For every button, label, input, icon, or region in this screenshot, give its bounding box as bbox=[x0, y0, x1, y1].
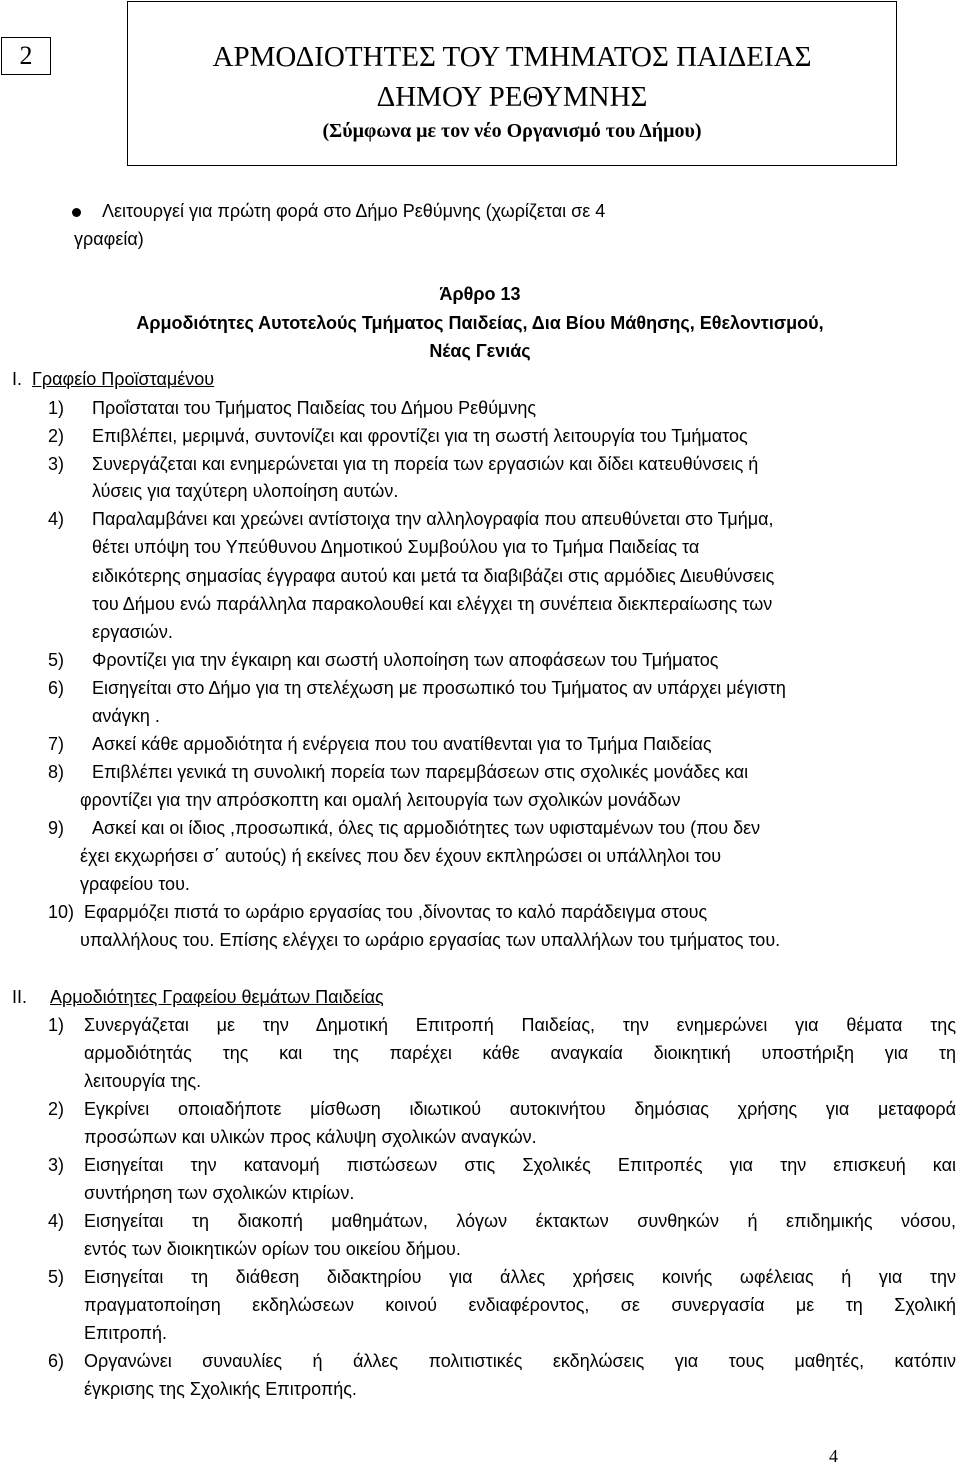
s2-item6-num: 6) bbox=[48, 1351, 65, 1371]
s1-item10-line2: υπαλλήλους του. Επίσης ελέγχει το ωράριο εργασίας των υπαλλήλων του τμήματος του. bbox=[80, 930, 781, 950]
s1-item8-line2: φροντίζει για την απρόσκοπτη και ομαλή λειτουργία των σχολικών μονάδων bbox=[80, 790, 681, 810]
bullet-text-line2: γραφεία) bbox=[74, 229, 144, 249]
bullet-text-line1: Λειτουργεί για πρώτη φορά στο Δήμο Ρεθύμνης (χωρίζεται σε 4 bbox=[102, 201, 606, 221]
s1-item9-line3: γραφείου του. bbox=[80, 874, 190, 894]
article-title-line2: Νέας Γενιάς bbox=[429, 341, 531, 361]
s2-item4-line1: Εισηγείται τη διακοπή μαθημάτων, λόγων έκτακτων συνθηκών ή επιδημικής νόσου, bbox=[84, 1211, 956, 1231]
slide-number-box bbox=[1, 37, 51, 75]
page-subtitle: (Σύμφωνα με τον νέο Οργανισμό του Δήμου) bbox=[322, 120, 702, 142]
section2-numeral: II. bbox=[12, 987, 28, 1007]
s1-item3-num: 3) bbox=[48, 454, 65, 474]
s2-item6-line2: έγκρισης της Σχολικής Επιτροπής. bbox=[84, 1379, 357, 1399]
section1-numeral: I. bbox=[12, 369, 23, 389]
s1-item10-num: 10) bbox=[48, 902, 75, 922]
s2-item5-line3: Επιτροπή. bbox=[84, 1323, 167, 1343]
s2-item1-line2: αρμοδιότητάς της και της παρέχει κάθε αναγκαία διοικητική υποστήριξη για τη bbox=[84, 1043, 956, 1063]
s1-item2-line1: Επιβλέπει, μεριμνά, συντονίζει και φροντίζει για τη σωστή λειτουργία του Τμήματος bbox=[92, 426, 748, 446]
s1-item4-line1: Παραλαμβάνει και χρεώνει αντίστοιχα την αλληλογραφία που απευθύνεται στο Τμήμα, bbox=[92, 509, 774, 529]
s2-item1-line1: Συνεργάζεται με την Δημοτική Επιτροπή Παιδείας, την ενημερώνει για θέματα της bbox=[84, 1015, 956, 1035]
s1-item3-line1: Συνεργάζεται και ενημερώνεται για τη πορεία των εργασιών και δίδει κατευθύνσεις ή bbox=[92, 454, 759, 474]
s1-item6-num: 6) bbox=[48, 678, 65, 698]
s2-item4-line2: εντός των διοικητικών ορίων του οικείου δήμου. bbox=[84, 1239, 461, 1259]
s2-item5-line2: πραγματοποίηση εκδηλώσεων κοινού ενδιαφέροντος, σε συνεργασία με τη Σχολική bbox=[84, 1295, 956, 1315]
s2-item6-line1: Οργανώνει συναυλίες ή άλλες πολιτιστικές εκδηλώσεις για τους μαθητές, κατόπιν bbox=[84, 1351, 956, 1371]
s2-item1-line3: λειτουργία της. bbox=[84, 1071, 202, 1091]
s1-item7-num: 7) bbox=[48, 734, 65, 754]
section2-title: Αρμοδιότητες Γραφείου θεμάτων Παιδείας bbox=[50, 987, 384, 1007]
s1-item5-num: 5) bbox=[48, 650, 65, 670]
s1-item1-num: 1) bbox=[48, 398, 65, 418]
article-heading: Άρθρο 13 bbox=[439, 284, 521, 304]
s1-item6-line2: ανάγκη . bbox=[92, 706, 160, 726]
s1-item4-line2: θέτει υπόψη του Υπεύθυνου Δημοτικού Συμβούλου για το Τμήμα Παιδείας τα bbox=[92, 537, 700, 557]
s1-item8-num: 8) bbox=[48, 762, 65, 782]
s2-item3-line2: συντήρηση των σχολικών κτιρίων. bbox=[84, 1183, 355, 1203]
page-title-line1: ΑΡΜΟΔΙΟΤΗΤΕΣ ΤΟΥ ΤΜΗΜΑΤΟΣ ΠΑΙΔΕΙΑΣ bbox=[212, 41, 812, 73]
s1-item4-line3: ειδικότερης σημασίας έγγραφα αυτού και μετά τα διαβιβάζει στις αρμόδιες Διευθύνσεις bbox=[92, 566, 775, 586]
s1-item9-line2: έχει εκχωρήσει σ΄ αυτούς) ή εκείνες που δεν έχουν εκπληρώσει οι υπάλληλοι του bbox=[80, 846, 722, 866]
section1-title: Γραφείο Προϊσταμένου bbox=[32, 369, 215, 389]
s2-item3-num: 3) bbox=[48, 1155, 65, 1175]
s2-item1-num: 1) bbox=[48, 1015, 65, 1035]
bullet-icon bbox=[72, 208, 81, 217]
s1-item6-line1: Εισηγείται στο Δήμο για τη στελέχωση με προσωπικό του Τμήματος αν υπάρχει μέγιστη bbox=[92, 678, 786, 698]
s1-item2-num: 2) bbox=[48, 426, 65, 446]
s1-item1-line1: Προΐσταται του Τμήματος Παιδείας του Δήμου Ρεθύμνης bbox=[92, 398, 537, 418]
s2-item2-line2: προσώπων και υλικών προς κάλυψη σχολικών αναγκών. bbox=[84, 1127, 537, 1147]
article-title-line1: Αρμοδιότητες Αυτοτελούς Τμήματος Παιδείας, Δια Βίου Μάθησης, Εθελοντισμού, bbox=[136, 313, 824, 333]
page-title-line2: ΔΗΜΟΥ ΡΕΘΥΜΝΗΣ bbox=[376, 81, 648, 113]
s1-item5-line1: Φροντίζει για την έγκαιρη και σωστή υλοποίηση των αποφάσεων του Τμήματος bbox=[92, 650, 719, 670]
s2-item2-line1: Εγκρίνει οποιαδήποτε μίσθωση ιδιωτικού αυτοκινήτου δημόσιας χρήσης για μεταφορά bbox=[84, 1099, 956, 1119]
s1-item9-line1: Ασκεί και οι ίδιος ,προσωπικά, όλες τις αρμοδιότητες των υφισταμένων του (που δεν bbox=[92, 818, 761, 838]
s1-item3-line2: λύσεις για ταχύτερη υλοποίηση αυτών. bbox=[92, 481, 399, 501]
s2-item5-num: 5) bbox=[48, 1267, 65, 1287]
s2-item4-num: 4) bbox=[48, 1211, 65, 1231]
page-number: 4 bbox=[829, 1446, 838, 1466]
s1-item7-line1: Ασκεί κάθε αρμοδιότητα ή ενέργεια που του ανατίθενται για το Τμήμα Παιδείας bbox=[92, 734, 712, 754]
slide-number: 2 bbox=[19, 41, 33, 70]
s1-item8-line1: Επιβλέπει γενικά τη συνολική πορεία των παρεμβάσεων στις σχολικές μονάδες και bbox=[92, 762, 749, 782]
s1-item4-line5: εργασιών. bbox=[92, 622, 173, 642]
s1-item4-line4: του Δήμου ενώ παράλληλα παρακολουθεί και ελέγχει τη συνέπεια διεκπεραίωσης των bbox=[92, 594, 773, 614]
s2-item2-num: 2) bbox=[48, 1099, 65, 1119]
s1-item10-line1: Εφαρμόζει πιστά το ωράριο εργασίας του ,δίνοντας το καλό παράδειγμα στους bbox=[84, 902, 708, 922]
s2-item3-line1: Εισηγείται την κατανομή πιστώσεων στις Σχολικές Επιτροπές για την επισκευή και bbox=[84, 1155, 956, 1175]
s1-item9-num: 9) bbox=[48, 818, 65, 838]
s2-item5-line1: Εισηγείται τη διάθεση διδακτηρίου για άλλες χρήσεις κοινής ωφέλειας ή για την bbox=[84, 1267, 956, 1287]
title-box bbox=[127, 1, 897, 166]
s1-item4-num: 4) bbox=[48, 509, 65, 529]
